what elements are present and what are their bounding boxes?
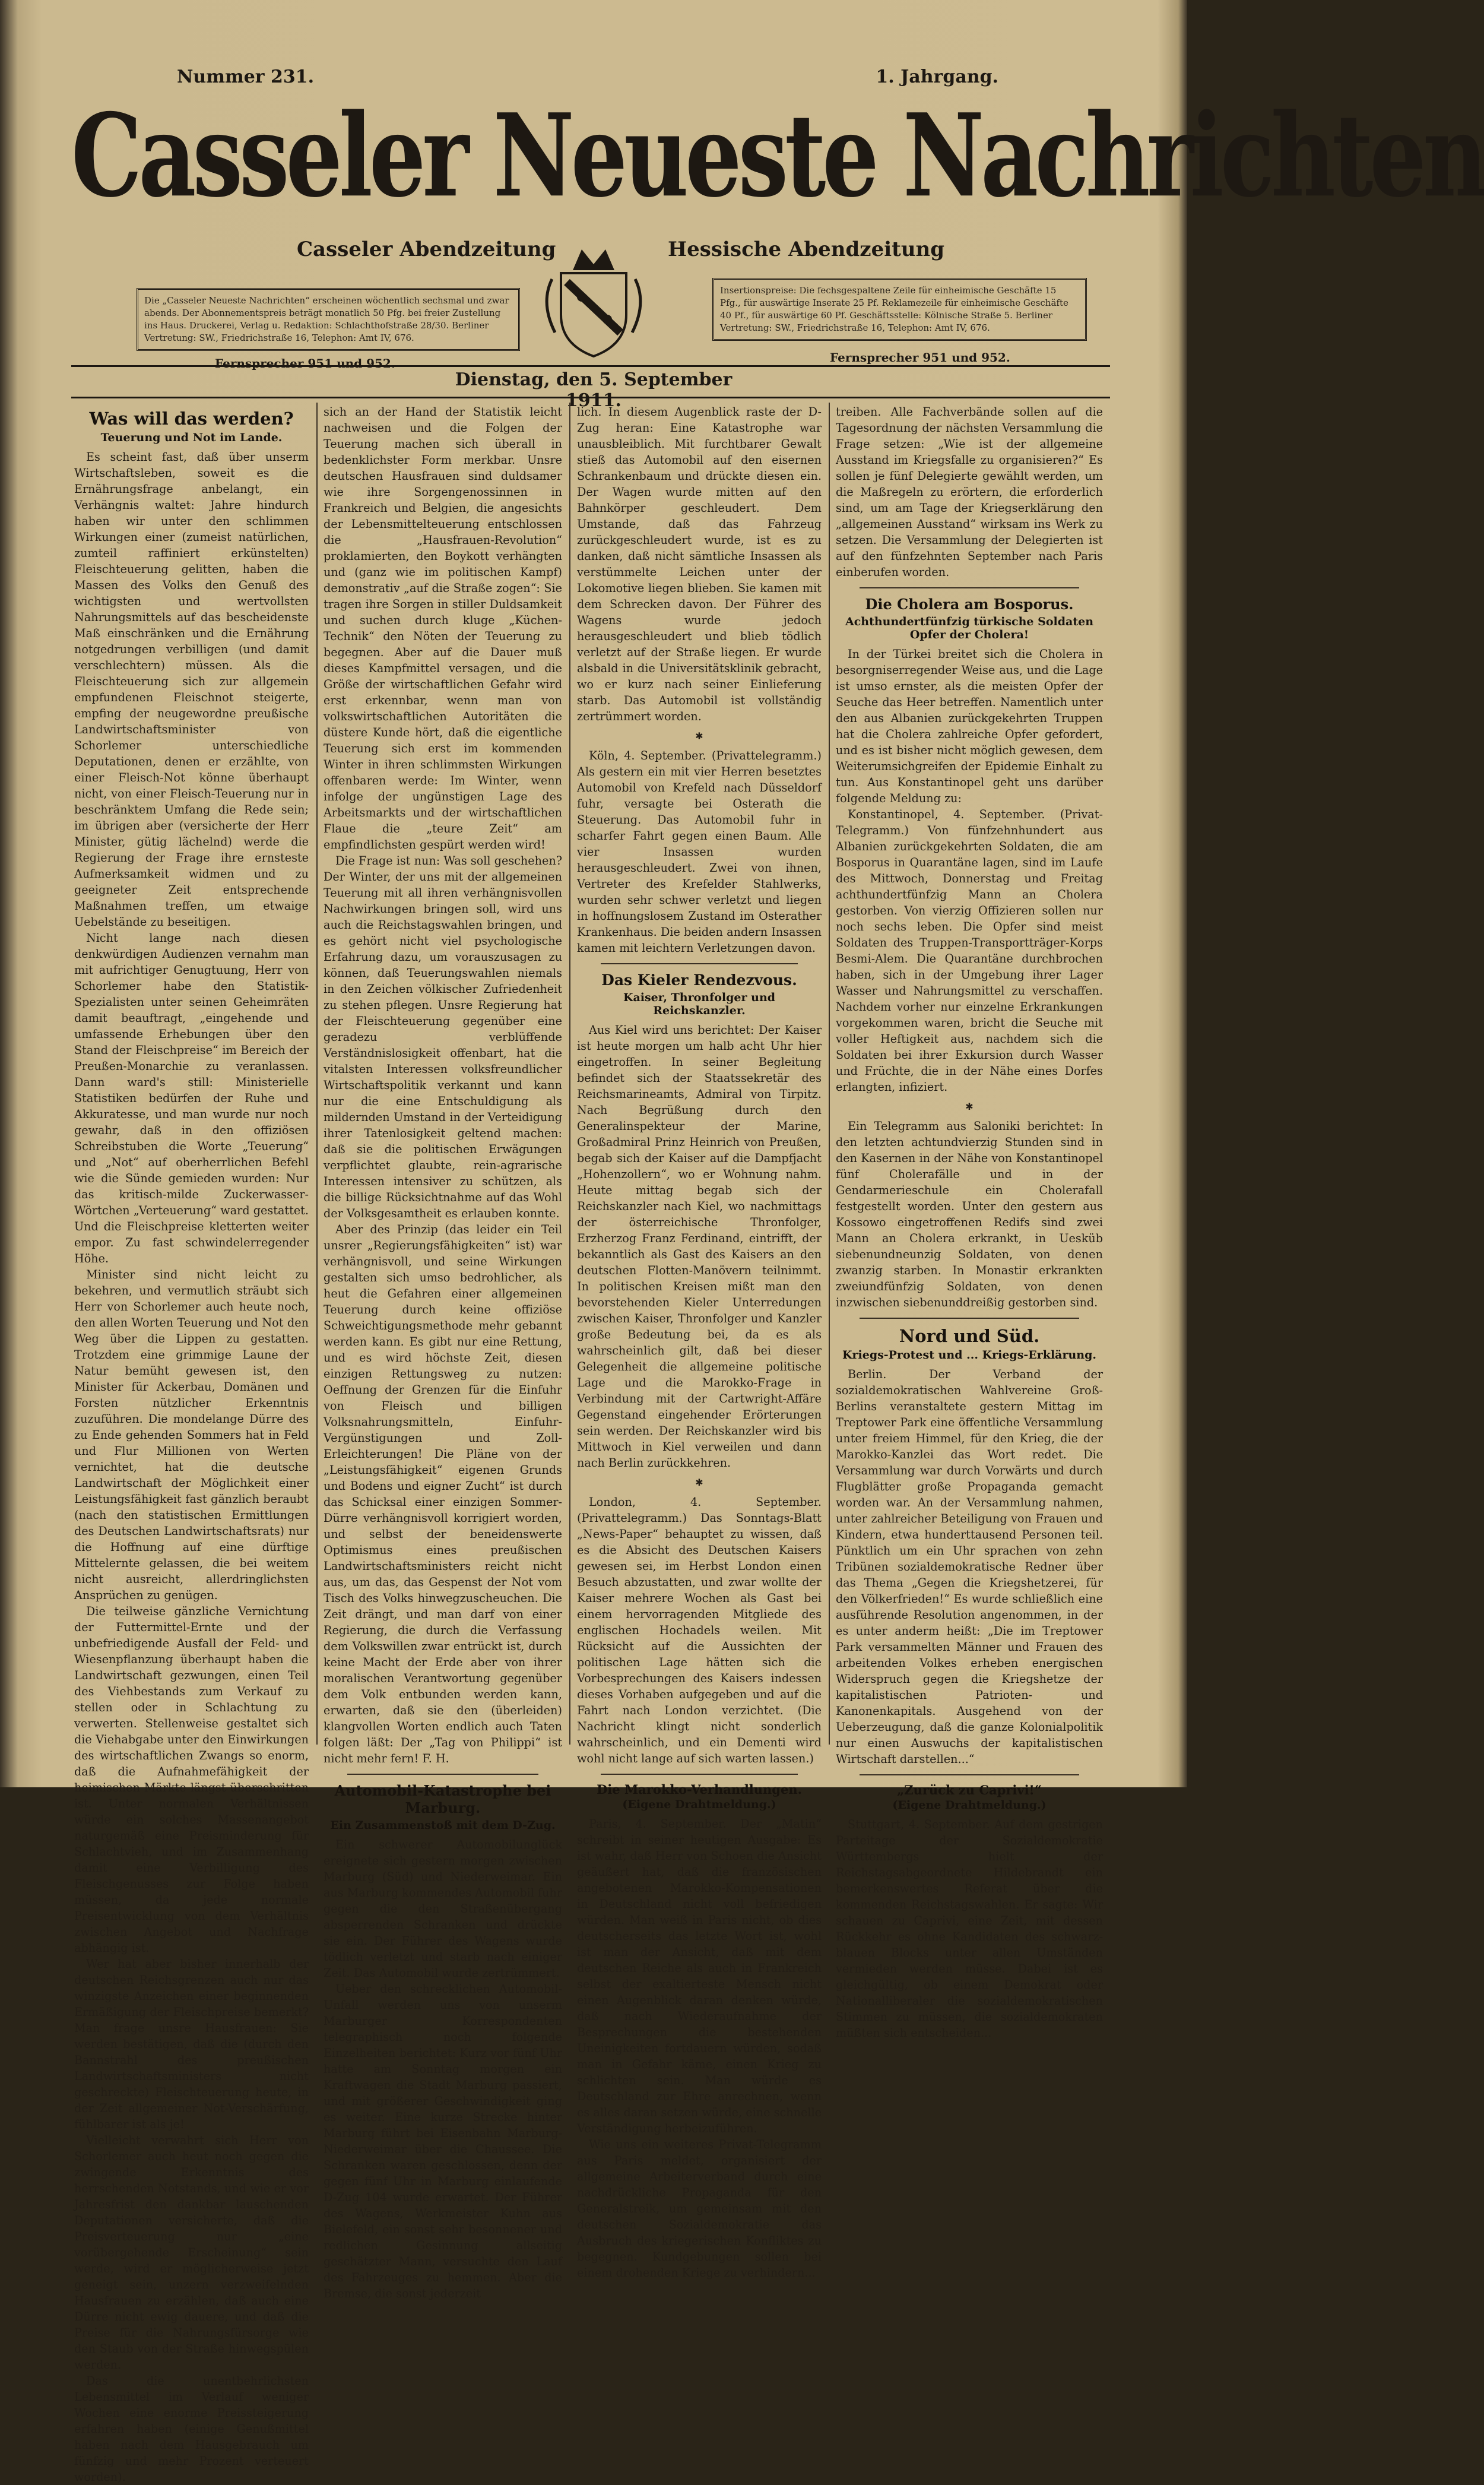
article-title: Die Marokko-Verhandlungen.	[597, 1782, 802, 1797]
article-title: „Zurück zu Caprivi!“	[897, 1783, 1042, 1797]
article-subtitle: Achthundertfünfzig türkische Soldaten Opfer der Cholera!	[845, 615, 1094, 641]
phone-number-right: Fernsprecher 951 und 952.	[830, 350, 1010, 365]
article-paragraph: In der Türkei breitet sich die Cholera in besorgniserregender Weise aus, und die Lage ist umso ernster, als die meisten Opfer der Seuche das Heer betreffen. Namentlich unter den aus Albanien zurückgekehrten Truppen hat die Cholera zahlreiche Opfer gefordert, und es ist bisher nicht möglich gewesen, dem Weiterumsichgreifen der Epidemie Einhalt zu tun. Aus Konstantinopel geht uns darüber folgende Meldung zu:	[836, 647, 1103, 805]
separator-star-icon: ✱	[965, 1101, 974, 1112]
article-paragraph: Nicht lange nach diesen denkwürdigen Audienzen vernahm man mit aufrichtiger Genugtuung, Herr von Schorlemer habe den Statistik-Spezialisten unter seinen Geheimräten damit beauftragt, „eingehende und umfassende Erhebungen über den Stand der Fleischpreise“ im Bereich der Preußen-Monarchie zu veranlassen. Dann ward's still: Ministerielle Statistiken bedürfen der Ruhe und Akkuratesse, und man wurde nur noch gewahr, daß in den offiziösen Schreibstuben die Worte „Teuerung“ und „Not“ auf oberherrlichen Befehl wie die Sünde gemieden wurden: Nur das kritisch-milde Zuckerwasser-Wörtchen „Verteuerung“ ward gestattet. Und die Fleischpreise kletterten weiter empor. Zu fast schwindelerregender Höhe.	[74, 931, 309, 1265]
phone-number-left: Fernsprecher 951 und 952.	[215, 356, 395, 371]
article-title: Die Cholera am Bosporus.	[865, 596, 1074, 613]
article-paragraph: Wer hat aber bisher innerhalb der deutschen Reichsgrenzen auch nur das winzigste Anzeichen einer beginnenden Ermäßigung der Fleischpreise bemerkt? Man frage unsre Hausfrauen: Sie werden bestätigen, daß die (durch den Bannstrahl des preußischen Landwirtschaftsministers nicht geschreckte) Fleischteuerung heute, in der Zeit allgemeiner Not-Verschärfung, fühlbarer ist als je!	[74, 1957, 309, 2131]
article-paragraph: Konstantinopel, 4. September. (Privat-Telegramm.) Von fünfzehnhundert aus Albanien zurückgekehrten Soldaten, die am Bosporus in Quarantäne lagen, sind im Laufe des Mittwoch, Donnerstag und Freitag achthundertfünfzig Mann an Cholera gestorben. Von vierzig Offizieren sollen nur noch sechs leben. Die Opfer sind meist Soldaten des Truppen-Transportträger-Korps Besmi-Alem. Die Quarantäne durchbrochen haben, sich in der Umgebung ihrer Lager Wasser und Nahrungsmittel zu verschaffen. Nachdem vorher nur einzelne Erkrankungen vorgekommen waren, bricht die Seuche mit voller Heftigkeit aus, nachdem sich die Soldaten bei ihrer Exkursion durch Wasser und Früchte, die in der Nähe eines Dorfes erlangten, infiziert.	[836, 808, 1103, 1094]
article-paragraph: London, 4. September. (Privattelegramm.) Das Sonntags-Blatt „News-Paper“ behauptet zu wissen, daß es die Absicht des Deutschen Kaisers gewesen sei, im Herbst London einen Besuch abzustatten, und zwar wollte der Kaiser mehrere Wochen als Gast bei einem hervorragenden Mitgliede des englischen Hochadels weilen. Mit Rücksicht auf die Aussichten der politischen Lage hätten sich die Vorbesprechungen des Kaisers indessen dieses Vorhaben aufgegeben und auf die Fahrt nach London verzichtet. (Die Nachricht klingt nicht sonderlich wahrscheinlich, und ein Dementi wird wohl nicht lange auf sich warten lassen.)	[577, 1495, 822, 1765]
article-subtitle: Kaiser, Thronfolger und Reichskanzler.	[623, 991, 776, 1017]
article-title: Das Kieler Rendezvous.	[601, 971, 797, 989]
article-subtitle: Ein Zusammenstoß mit dem D-Zug.	[330, 1819, 556, 1832]
article-subtitle: Teuerung und Not im Lande.	[100, 431, 283, 444]
advertising-info-box: Insertionspreise: Die fechsgespaltene Zeile für einheimische Geschäfte 15 Pfg., für auswärtige Inserate 25 Pf. Reklamezeile für einheimische Geschäfte 40 Pf., für auswärtige 60 Pf. Geschäftsstelle: Kölnische Straße 5. Berliner Vertretung: SW., Friedrichstraße 16, Telephon: Amt IV, 676.	[712, 278, 1087, 341]
separator-star-icon: ✱	[695, 1477, 703, 1488]
issue-date: Dienstag, den 5. September 1911.	[455, 369, 733, 411]
article-paragraph: Die teilweise gänzliche Vernichtung der Futtermittel-Ernte und der unbefriedigende Ausfall der Feld- und Wiesenpflanzung überhaupt haben die Landwirtschaft gezwungen, einen Teil des Viehbestands zum Verkauf zu stellen oder in Schlachtung zu verwerten. Stellenweise gestaltet sich die Viehabgabe unter den Einwirkungen des wirtschaftlichen Zwangs so enorm, daß die Aufnahmefähigkeit der heimischen Märkte längst überschritten ist. Unter normalen Verhältnissen würde ein solches Massenangebot naturgemäß eine Preisminderung für Schlachtvieh, und im Zusammenhang damit eine Verbilligung des Fleischgenusses zur Folge haben müssen, da jede normale Preisentwicklung von dem Verhältnis zwischen Angebot und Nachfrage abhängig ist.	[74, 1604, 309, 1955]
subtitle-right: Hessische Abendzeitung	[668, 238, 945, 261]
article-paragraph: Ein Telegramm aus Saloniki berichtet: In den letzten achtundvierzig Stunden sind in den Kasernen in der Nähe von Konstantinopel fünf Cholerafälle und in der Gendarmerieschule ein Cholerafall festgestellt worden. Unter den gestern aus Kossowo eingetroffenen Redifs sind zwei Mann an Cholera erkrankt, in Uesküb siebenundneunzig Soldaten, von denen zwanzig starben. In Monastir erkrankten zweiundfünfzig Soldaten, von denen inzwischen siebenunddreißig gestorben sind.	[836, 1119, 1103, 1309]
article-paragraph: treiben. Alle Fachverbände sollen auf die Tagesordnung der nächsten Versammlung die Frage setzen: „Wie ist der allgemeine Ausstand im Kriegsfalle zu organisieren?“ Es sollen je fünf Delegierte gewählt werden, um die Maßregeln zu erörtern, die erforderlich sind, um am Tage der Kriegserklärung den „allgemeinen Ausstand“ wirksam ins Werk zu setzen. Die Versammlung der Delegierten ist auf den fünfzehnten September nach Paris einberufen worden.	[836, 405, 1103, 579]
article-paragraph: Berlin. Der Verband der sozialdemokratischen Wahlvereine Groß-Berlins veranstaltete gestern Mittag im Treptower Park eine öffentliche Versammlung unter freiem Himmel, für den Krieg, die der Marokko-Kanzlei das Wort redet. Die Versammlung war durch Vorwärts und durch Flugblätter große Propaganda gemacht worden war. An der Versammlung nahmen, unter zahlreicher Beteiligung von Frauen und Kindern, etwa hunderttausend Personen teil. Pünktlich um ein Uhr sprachen von zehn Tribünen sozialdemokratische Redner über das Thema „Gegen die Kriegshetzerei, für den Völkerfrieden!“ Es wurde schließlich eine ausführende Resolution angenommen, in der es unter anderm heißt: „Die im Treptower Park versammelten Männer und Frauen des arbeitenden Volkes erheben energischen Widerspruch gegen die Kriegshetze der kapitalistischen Patrioten- und Kanonenkapitals. Ausgehend von der Ueberzeugung, daß die ganze Kolonialpolitik nur einen Auswuchs der kapitalistischen Wirtschaft darstellen...“	[836, 1367, 1103, 1766]
column-divider	[316, 403, 318, 1745]
article-paragraph: Ein schwerer Automobilunglück ereignete sich gestern morgen zwischen Marburg (Süd) und Niederweimar. Ein aus Marburg kommendes Automobil fuhr gegen die den Straßenübergang absperrenden Schranken und drückte sie ein. Der Führer des Wagens wurde tödlich verletzt und starb nach einiger Zeit. Das Automobil wurde zertrümmert.	[324, 1838, 562, 1980]
article-paragraph: Vielleicht verwahrt sich Herr von Schorlemer auch heut noch gegen die zwingende Erkenntnis des herrschenden Notstands, und wie er vor Jahresfrist den dankbar lauschenden Deputationen versicherte, daß die Preisverteuerung nur „eine vorübergehende Erscheinung“ sein werde, wird er möglicherweise jetzt geneigt sein, unzern verzweifelnden Hausfrauen zu erzählen, daß auch eine Dürre nicht ewig dauere, und daß die Preise für die Nahrungsfürsorge wie den Staub von der Straße hinwegspülen werden.	[74, 2133, 309, 2372]
article-paragraph: Die Frage ist nun: Was soll geschehen? Der Winter, der uns mit der allgemeinen Teuerung mit all ihren verhängnisvollen Nachwirkungen bringen soll, wird uns auch die Reichstagswahlen bringen, und es gehört nicht viel psychologische Erfahrung dazu, um vorauszusagen zu können, daß Teuerungswahlen niemals in den Zeichen völkischer Zufriedenheit zu stehen pflegen. Unsre Regierung hat der Fleischteuerung gegenüber eine geradezu verblüffende Verständnislosigkeit offenbart, hat die vitalsten Interessen volksfreundlicher Wirtschaftspolitik verkannt und kann nur die eine Entschuldigung als mildernden Umstand in der Verteidigung ihrer Tatenlosigkeit geltend machen: daß sie die politischen Erwägungen verpflichtet glaubte, rein-agrarische Interessen intensiver zu schützen, als die billige Rücksichtnahme auf das Wohl der Volksgesamtheit es erlauben konnte.	[324, 854, 562, 1220]
article-paragraph: Ueber den schrecklichen Automobil-Unfall werden uns von unserm Marburger Korrespondenten telegraphisch noch folgende Einzelheiten berichtet: Kurz vor fünf Uhr hatte am Sonntag morgen ein Kraftwagen die Stadt Marburg passiert, und mit größerer Geschwindigkeit ging es weiter. Eine kurze Strecke hinter Marburg führt bei Eisenbahn Marburg-Niederweimar über die Chaussee. Die Schranken waren geschlossen, denn der gegen fünf Uhr in Marburg einlaufende D-Zug 104 wurde erwartet. Der Führer des Wagens, Werkmeister Kuhn aus Bielefeld, ein sonst sehr besonnener und redlichen Gesinnung allseitig geschätzter Mann, versuchte den Lauf des Fahrzeuges zu hemmen. Aber die Bremse, die sonst jederzeit	[324, 1982, 562, 2300]
article-paragraph: Minister sind nicht leicht zu bekehren, und vermutlich sträubt sich Herr von Schorlemer auch heute noch, den allen Worten Teuerung und Not den Weg über die Lippen zu gestatten. Trotzdem eine grimmige Laune der Natur bemüht gewesen ist, den Minister für Ackerbau, Domänen und Forsten nützlicher Erkenntnis zuzuführen. Die mondelange Dürre des zu Ende gehenden Sommers hat in Feld und Flur Millionen von Werten vernichtet, hat die deutsche Landwirtschaft der Möglichkeit einer Leistungsfähigkeit fast gänzlich beraubt (nach den statistischen Ermittlungen des Deutschen Landwirtschaftsrats) nur die Hoffnung auf eine dürftige Mittelernte gelassen, die bei weitem nicht ausreicht, allerdringlichsten Ansprüchen zu genügen.	[74, 1268, 309, 1602]
separator-star-icon: ✱	[695, 730, 703, 742]
masthead-title: Casseler Neueste Nachrichten	[71, 89, 1484, 223]
issue-number: Nummer 231.	[177, 67, 315, 87]
article-paragraph: lich. In diesem Augenblick raste der D-Zug heran: Eine Katastrophe war unausbleiblich. Mit furchtbarer Gewalt stieß das Automobil auf den eisernen Schrankenbaum und drückte diesen ein. Der Wagen wurde mitten auf den Bahnkörper geschleudert. Dem Umstande, daß das Fahrzeug zurückgeschleudert wurde, ist es zu danken, daß nicht sämtliche Insassen als verstümmelte Leichen unter der Lokomotive liegen blieben. Sie kamen mit dem Schrecken davon. Der Führer des Wagens wurde jedoch herausgeschleudert und blieb tödlich verletzt auf der Straße liegen. Er wurde alsbald in die Universitätsklinik gebracht, wo er kurz nach seiner Einlieferung starb. Das Automobil ist vollständig zertrümmert worden.	[577, 405, 822, 723]
column-1	[74, 404, 309, 2484]
column-divider	[569, 403, 570, 1745]
article-paragraph: Wie uns ein weiteres Privat-Telegramm aus Paris meldet, organisiert der allgemeine Arbeiterverband durch eine nachdrückliche Propaganda für den Generalstreik, um gemeinsam mit den deutschen Sozialdemokratie das Ausbruch des kriegerischen Konfliktes zu begegnen. Kundgebungen sollen bei einem drohenden Kriege zu verhindern...	[577, 2138, 822, 2280]
article-subtitle: (Eigene Drahtmeldung.)	[892, 1799, 1047, 1812]
volume-year: 1. Jahrgang.	[876, 67, 998, 87]
article-separator	[860, 1774, 1079, 1775]
article-title: Automobil-Katastrophe bei Marburg.	[334, 1782, 551, 1816]
article-title: Nord und Süd.	[899, 1326, 1040, 1346]
article-title: Was will das werden?	[89, 409, 294, 429]
article-separator	[860, 1318, 1079, 1319]
column-2	[324, 404, 562, 2300]
article-paragraph: Das die unentbehrlichsten Lebensmittel im Verlauf weniger Wochen eine enorme Preissteigerung erfahren haben (einige Genußmittel haben nach dem Hausgebrauch um fünfzig und mehr Prozent verteuert worden).	[74, 2374, 309, 2484]
article-subtitle: Kriegs-Protest und ... Kriegs-Erklärung.	[842, 1348, 1097, 1362]
subtitle-left: Casseler Abendzeitung	[297, 238, 556, 261]
article-separator	[347, 1774, 538, 1775]
article-paragraph: Aus Kiel wird uns berichtet: Der Kaiser ist heute morgen um halb acht Uhr hier eingetroffen. In seiner Begleitung befindet sich der Staatssekretär des Reichsmarineamts, Admiral von Tirpitz. Nach Begrüßung durch den Generalinspekteur der Marine, Großadmiral Prinz Heinrich von Preußen, begab sich der Kaiser auf die Dampfjacht „Hohenzollern“, wo er Wohnung nahm. Heute mittag begab sich der Reichskanzler nach Kiel, wo nachmittags der österreichische Thronfolger, Erzherzog Franz Ferdinand, eintrifft, der bekanntlich als Gast des Kaisers an den deutschen Flotten-Manövern teilnimmt. In politischen Kreisen mißt man den bevorstehenden Kieler Unterredungen zwischen Kaiser, Thronfolger und Kanzler große Bedeutung bei, da es als wahrscheinlich gilt, daß bei dieser Gelegenheit die allgemeine politische Lage und die Marokko-Frage in Verbindung mit der Cartwright-Affäre Gegenstand eingehender Erörterungen sein werden. Der Reichskanzler wird bis Mittwoch in Kiel verweilen und dann nach Berlin zurückkehren.	[577, 1023, 822, 1470]
article-subtitle: (Eigene Drahtmeldung.)	[622, 1798, 776, 1811]
subscription-info-box: Die „Casseler Neueste Nachrichten“ erscheinen wöchentlich sechsmal und zwar abends. Der Abonnementspreis beträgt monatlich 50 Pfg. bei freier Zustellung ins Haus. Druckerei, Verlag u. Redaktion: Schlachthofstraße 28/30. Berliner Vertretung: SW., Friedrichstraße 16, Telephon: Amt IV, 676.	[137, 288, 520, 351]
header-rule-top	[71, 365, 1110, 367]
article-paragraph: Köln, 4. September. (Privattelegramm.) Als gestern ein mit vier Herren besetztes Automobil von Krefeld nach Düsseldorf fuhr, versagte bei Osterath die Steuerung. Das Automobil fuhr in scharfer Fahrt gegen einen Baum. Alle vier Insassen wurden herausgeschleudert. Zwei von ihnen, Vertreter des Krefelder Stahlwerks, wurden sehr schwer verletzt und liegen in hoffnungslosem Zustand im Osterather Krankenhaus. Die beiden andern Insassen kamen mit leichtern Verletzungen davon.	[577, 749, 822, 955]
coat-of-arms-icon	[537, 238, 650, 362]
column-4	[836, 404, 1103, 2040]
article-separator	[860, 587, 1079, 588]
column-divider	[829, 403, 830, 1745]
article-paragraph: Aber des Prinzip (das leider ein Teil unsrer „Regierungsfähigkeiten“ ist) war verhängnisvoll, und seine Wirkungen gestalten sich umso bedrohlicher, als heut die Gefahren einer allgemeinen Teuerung durch keine offiziöse Schweichtigungsmethode mehr gebannt werden kann. Es gibt nur eine Rettung, und es wird höchste Zeit, diesen einzigen Rettungsweg zu nutzen: Oeffnung der Grenzen für die Einfuhr von Fleisch und billigen Volksnahrungsmitteln, Einfuhr-Vergünstigungen und Zoll-Erleichterungen! Die Pläne von der „Leistungsfähigkeit“ eigenen Grunds und Bodens und eigner Zucht“ ist durch das Schicksal einer einzigen Sommer-Dürre verhängnisvoll korrigiert worden, und selbst der beneidenswerte Optimismus eines preußischen Landwirtschaftsministers reicht nicht aus, um das, das Gespenst der Not vom Tisch des Volks hinwegzuscheuchen. Die Zeit drängt, und man darf von einer Regierung, die durch die Verfassung dem Volkswillen zwar entrückt ist, durch keine Macht der Erde aber von ihrer moralischen Verantwortung gegenüber dem Volk entbunden werden kann, erwarten, daß sie den (überleiden) klangvollen Worten endlich auch Taten folgen läßt: Der „Tag von Philippi“ ist nicht mehr fern! F. H.	[324, 1223, 562, 1765]
article-paragraph: Paris, 4. September. Der „Matin“ schreibt in seiner heutigen Ausgabe: Es ist wahr, daß Herr von Schoen die Ansicht geäußert hat, daß die französischen angebotenen Marokko-Kompensationen in Deutschland nicht voll befriedigen würden. Man weiß in Paris nicht, ob dies deutscherseits das letzte Wort ist, wohl ist man der Ansicht, daß mit dem deutschen Reiche als auch in Frankreich selbst der exaltierteste Mensch nicht einen Augenblick daran denken würde, daß nach Wiederaufnahme der Besprechungen die bestehenden Uneinigkeiten fortdauern würden, sodaß man in Gefahr käme, einen Krieg zu schlichten sein. Man würde es Deutschland zur Ehre anrechnen, wenn es alles daran setzen würde, eine schnelle Verständigung herbeizuführen.	[577, 1817, 822, 2135]
article-separator	[601, 1774, 798, 1775]
column-3	[577, 404, 822, 2280]
article-paragraph: Stuttgart, 4. September. Auf dem gestrigen Parteitage der Sozialdemokratie Württembergs hielt der Reichstagsabgeordnete Hildebrandt ein bemerkenswertes Referat über die kommenden Reichstagswahlen. Er sagte: Wir schauen zu Caprivi, eine Zeit, mit dessen Rückkehr es ohne Kandidaten des schwarz-blauen Blocks unter allen Umständen vermieden werden müsse. Dabei ist es gleichgültig, ob einem Demokrat oder Nationalliberaler die sozialdemokratischen Stimmen zu müssen, die sozialdemokraten müßten sich entscheiden...	[836, 1818, 1103, 2040]
article-paragraph: sich an der Hand der Statistik leicht nachweisen und die Folgen der Teuerung machen sich überall in bedenklichster Form merkbar. Unsre deutschen Hausfrauen sind duldsamer wie ihre Sorgengenossinnen in Frankreich und Belgien, die angesichts der Lebensmittelteuerung entschlossen die „Hausfrauen-Revolution“ proklamierten, den Boykott verhängten und (ganz wie im politischen Kampf) demonstrativ „auf die Straße zogen“: Sie tragen ihre Sorgen in stiller Duldsamkeit und suchen durch kluge „Küchen-Technik“ den Nöten der Teuerung zu begegnen. Aber auf die Dauer muß dieses Kampfmittel versagen, und die Größe der wirtschaftlichen Gefahr wird erst erkennbar, wenn man von volkswirtschaftlichen Autoritäten die düstere Kunde hört, daß die eigentliche Teuerung sich erst im kommenden Winter in ihren schlimmsten Wirkungen offenbaren werde: Im Winter, wenn infolge der ungünstigen Lage des Arbeitsmarkts und der wirtschaftlichen Flaue die „teure Zeit“ am empfindlichsten gespürt werden wird!	[324, 405, 562, 851]
article-paragraph: Es scheint fast, daß über unserm Wirtschaftsleben, soweit es die Ernährungsfrage anbelangt, ein Verhängnis waltet: Jahre hindurch haben wir unter den schlimmen Wirkungen einer (zumeist natürlichen, zumteil raffiniert erkünstelten) Fleischteuerung gelitten, haben die Massen des Volks den Genuß des wichtigsten und wertvollsten Nahrungsmittels auf das bescheidenste Maß einschränken und die Ernährung notgedrungen verbilligen (und damit verschlechtern) müssen. Als die Fleischteuerung sich zur allgemein empfundenen Fleischnot steigerte, empfing der neugewordne preußische Landwirtschaftsminister von Schorlemer unterschiedliche Deputationen, denen er erzählte, von einer Fleisch-Not könne überhaupt nicht, von einer Fleisch-Teuerung nur in beschränktem Umfang die Rede sein; im übrigen aber (versicherte der Herr Minister, gütig lächelnd) werde die Regierung der Frage ihre ernsteste Aufmerksamkeit widmen und zu geeigneter Zeit entsprechende Maßnahmen treffen, um etwaige Uebelstände zu beseitigen.	[74, 450, 309, 929]
article-separator	[601, 963, 798, 964]
header-rule-bottom	[71, 397, 1110, 398]
